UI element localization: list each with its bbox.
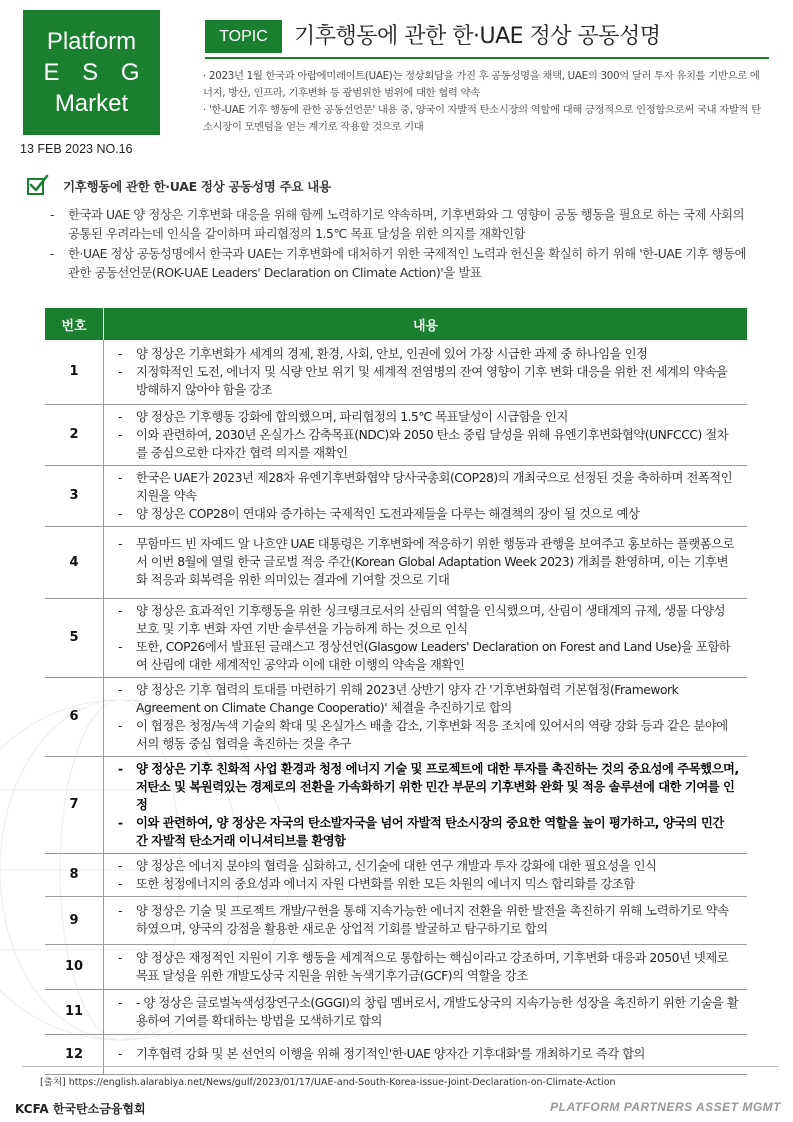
row-number: 11 [45,989,104,1034]
row-number: 9 [45,896,104,944]
table-header-row [45,308,747,340]
title-divider [205,57,769,59]
row-item: - 이 협정은 청정/녹색 기술의 확대 및 온실가스 배출 감소, 기후변화 적응 조치에 있어서의 역량 강화 등과 같은 분야에서의 행동 중심 협력을 촉진하는 것을 추구 [118,717,739,753]
row-item: - 양 정상은 에너지 분야의 협력을 심화하고, 신기술에 대한 연구 개발과 투자 강화에 대한 필요성을 인식 [118,857,739,875]
intro-item: - 한국과 UAE 양 정상은 기후변화 대응을 위해 함께 노력하기로 약속하며, 기후변화와 그 영향이 공동 행동을 필요로 하는 국제 사회의 공통된 우려라는데 인식을 같이하며 파리협정의 1.5℃ 목표 달성을 위한 의지를 재확인함 [50,206,750,244]
table-row [45,1034,747,1074]
row-content [104,465,748,526]
row-item: - 양 정상은 기후 협력의 토대를 마련하기 위해 2023년 상반기 양자 간 '기후변화협력 기본협정(Framework Agreement on Climate Change Cooperatio)' 체결을 추진하기로 합의 [118,681,739,717]
table-row [45,896,747,944]
row-number: 12 [45,1034,104,1074]
checkbox-check-icon [27,174,49,196]
row-content [104,404,748,465]
row-content [104,526,748,598]
topic-badge: TOPIC [205,20,282,53]
row-item: - 무함마드 빈 자예드 알 나흐얀 UAE 대통령은 기후변화에 적응하기 위한 행동과 관행을 보여주고 홍보하는 플랫폼으로서 이번 8월에 열릴 한국 글로벌 적응 주간(Korean Global Adaptation Week 2023) 개최를 환영하며, 이는 기후변화 적응과 회복력을 위한 의미있는 결과에 기여할 것으로 기대 [118,535,739,589]
row-item: - 지정학적인 도전, 에너지 및 식량 안보 위기 및 세계적 전염병의 잔여 영향이 기후 변화 대응을 위한 전 세계의 약속을 방해하지 않아야 함을 강조 [118,363,739,399]
row-item: - 양 정상은 기후행동 강화에 합의했으며, 파리협정의 1.5℃ 목표달성이 시급함을 인지 [118,408,739,426]
table-row [45,989,747,1034]
row-content [104,853,748,896]
summary-item: · '한-UAE 기후 행동에 관한 공동선언문' 내용 중, 양국이 자발적 탄소시장의 역할에 대해 긍정적으로 인정함으로써 국내 자발적 탄소시장이 모멘텀을 얻는 계기로 작용할 것으로 기대 [203,104,761,133]
row-number: 5 [45,598,104,677]
row-item: - 양 정상은 기술 및 프로젝트 개발/구현을 통해 지속가능한 에너지 전환을 위한 발전을 촉진하기 위해 노력하기로 약속하였으며, 양국의 강점을 활용한 새로운 상업적 기회를 발굴하고 탐구하기로 합의 [118,902,739,938]
logo-line-3: Market [54,90,129,117]
source-citation: [출처] https://english.alarabiya.net/News/gulf/2023/01/17/UAE-and-South-Korea-issue-Joint-Declaration-on-Climate-Action [40,1077,616,1088]
table-row [45,677,747,756]
row-content [104,598,748,677]
row-content [104,756,748,853]
intro-list [50,206,750,284]
footer-org: KCFA 한국탄소금융협회 [15,1102,146,1116]
table-row [45,526,747,598]
table-body [45,340,747,1074]
table-row [45,944,747,989]
row-item: - 양 정상은 효과적인 기후행동을 위한 싱크탱크로서의 산림의 역할을 인식했으며, 산림이 생태계의 규제, 생물 다양성 보호 및 기후 변화 자연 기반 솔루션을 가능하게 하는 것으로 인식 [118,602,739,638]
section-title: 기후행동에 관한 한·UAE 정상 공동성명 주요 내용 [63,179,331,194]
row-item: - 양 정상은 기후 친화적 사업 환경과 청정 에너지 기술 및 프로젝트에 대한 투자를 촉진하는 것의 중요성에 주목했으며, 저탄소 및 복원력있는 경제로의 전환을 가속화하기 위한 민간 부문의 기후변화 완화 및 적응 솔루션에 대한 기여를 인정 [118,760,739,814]
row-number: 4 [45,526,104,598]
row-item: - - 양 정상은 글로벌녹색성장연구소(GGGI)의 창립 멤버로서, 개발도상국의 지속가능한 성장을 촉진하기 위한 기술을 활용하여 기여를 확대하는 방법을 모색하기로 합의 [118,994,739,1030]
footer-brand: PLATFORM PARTNERS ASSET MGMT [550,1100,781,1114]
row-number: 8 [45,853,104,896]
row-number: 3 [45,465,104,526]
summary-item: · 2023년 1월 한국과 아랍에미레이트(UAE)는 정상회담을 가진 후 공동성명을 채택, UAE의 300억 달러 투자 유치를 기반으로 에너지, 방산, 인프라, 기후변화 등 광범위한 범위에 대한 협력 약속 [203,70,760,99]
row-item: - 기후협력 강화 및 본 선언의 이행을 위해 정기적인'한·UAE 양자간 기후대화'를 개최하기로 즉각 합의 [118,1045,739,1063]
row-content [104,896,748,944]
intro-item: - 한·UAE 정상 공동성명에서 한국과 UAE는 기후변화에 대처하기 위한 국제적인 노력과 헌신을 확실히 하기 위해 '한-UAE 기후 행동에 관한 공동선언문(ROK-UAE Leaders' Declaration on Climate Action)'을 발표 [50,245,750,283]
row-content [104,1034,748,1074]
row-item: - 한국은 UAE가 2023년 제28차 유엔기후변화협약 당사국총회(COP28)의 개최국으로 선정된 것을 축하하며 전폭적인 지원을 약속 [118,469,739,505]
row-item: - 양 정상은 COP28이 연대와 증가하는 국제적인 도전과제들을 다루는 해결책의 장이 될 것으로 예상 [118,505,739,523]
row-content [104,989,748,1034]
row-item: - 또한, COP26에서 발표된 글래스고 정상선언(Glasgow Leaders' Declaration on Forest and Land Use)을 포함하여 산림에 대한 세계적인 공약과 이에 대한 이행의 약속을 재확인 [118,638,739,674]
table-row [45,404,747,465]
row-item: - 또한 청정에너지의 중요성과 에너지 자원 다변화를 위한 모든 차원의 에너지 믹스 합리화를 강조함 [118,875,739,893]
platform-esg-market-logo [23,10,160,135]
row-content [104,340,748,404]
row-number: 10 [45,944,104,989]
row-content [104,944,748,989]
issue-date: 13 FEB 2023 NO.16 [20,142,133,156]
table-row [45,465,747,526]
row-item: - 이와 관련하여, 양 정상은 자국의 탄소발자국을 넘어 자발적 탄소시장의 중요한 역할을 높이 평가하고, 양국의 민간 간 자발적 탄소거래 이니셔티브를 환영함 [118,814,739,850]
row-number: 7 [45,756,104,853]
row-number: 1 [45,340,104,404]
table-row [45,340,747,404]
row-item: - 양 정상은 재정적인 지원이 기후 행동을 세계적으로 통합하는 핵심이라고 강조하며, 기후변화 대응과 2050년 넷제로 목표 달성을 위한 개발도상국 지원을 위한 녹색기후기금(GCF)의 역할을 강조 [118,949,739,985]
header-content: 내용 [104,308,748,340]
header-number: 번호 [45,308,104,340]
table-row [45,756,747,853]
row-content [104,677,748,756]
page-title: 기후행동에 관한 한·UAE 정상 공동성명 [294,24,661,49]
summary [203,68,769,136]
source-divider [22,1066,779,1067]
row-number: 6 [45,677,104,756]
table-row [45,598,747,677]
table-row [45,853,747,896]
row-item: - 양 정상은 기후변화가 세계의 경제, 환경, 사회, 안보, 인권에 있어 가장 시급한 과제 중 하나임을 인정 [118,345,739,363]
row-item: - 이와 관련하여, 2030년 온실가스 감축목표(NDC)와 2050 탄소 중립 달성을 위해 유엔기후변화협약(UNFCCC) 절차를 중심으로한 다자간 협력 의지를 재확인 [118,426,739,462]
logo-line-2: E S G [43,59,148,86]
declaration-table [45,308,747,1075]
logo-line-1: Platform [46,28,137,55]
row-number: 2 [45,404,104,465]
